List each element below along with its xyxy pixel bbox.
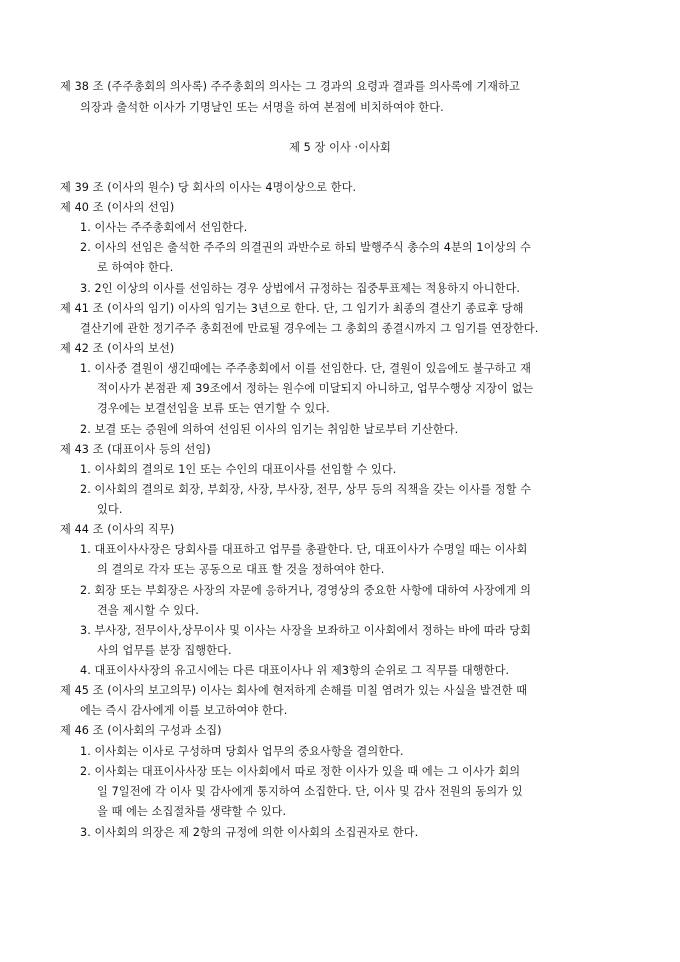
article-43-item-1: 1. 이사회의 결의로 1인 또는 수인의 대표이사를 선임할 수 있다. xyxy=(80,463,397,476)
article-42-item-2: 2. 보결 또는 증원에 의하여 선임된 이사의 임기는 취임한 날로부터 기산한다. xyxy=(80,423,459,436)
article-43-heading: 제 43 조 (대표이사 등의 선임) xyxy=(60,443,211,456)
article-45-line-1: 제 45 조 (이사의 보고의무) 이사는 회사에 현저하게 손해를 미칠 염려가 있는 사실을 발견한 때 xyxy=(60,684,528,697)
article-44-item-3-line-2: 사의 업무를 분장 집행한다. xyxy=(97,644,232,657)
article-40-item-2-line-1: 2. 이사의 선임은 출석한 주주의 의결권의 과반수로 하되 발행주식 총수의 4분의 1이상의 수 xyxy=(80,241,531,254)
article-39-line-1: 제 39 조 (이사의 원수) 당 회사의 이사는 4명이상으로 한다. xyxy=(60,181,357,194)
article-46-item-1: 1. 이사회는 이사로 구성하며 당회사 업무의 중요사항을 결의한다. xyxy=(80,745,404,758)
article-40-heading: 제 40 조 (이사의 선임) xyxy=(60,201,175,214)
article-44-item-1-line-1: 1. 대표이사사장은 당회사를 대표하고 업무를 총괄한다. 단, 대표이사가 수명일 때는 이사회 xyxy=(80,543,528,556)
article-41-line-2: 결산기에 관한 정기주주 총회전에 만료될 경우에는 그 총회의 종결시까지 그 임기를 연장한다. xyxy=(80,322,539,335)
article-46-heading: 제 46 조 (이사회의 구성과 소집) xyxy=(60,724,222,737)
article-44-item-4: 4. 대표이사사장의 유고시에는 다른 대표이사나 위 제3항의 순위로 그 직무를 대행한다. xyxy=(80,664,510,677)
article-42-heading: 제 42 조 (이사의 보선) xyxy=(60,342,175,355)
article-38-line-1: 제 38 조 (주주총회의 의사록) 주주총회의 의사는 그 경과의 요령과 결과를 의사록에 기재하고 xyxy=(60,80,520,93)
article-42-item-1-line-3: 경우에는 보결선임을 보류 또는 연기할 수 있다. xyxy=(97,402,330,415)
article-46-item-3: 3. 이사회의 의장은 제 2항의 규정에 의한 이사회의 소집권자로 한다. xyxy=(80,826,419,839)
article-43-item-2-line-1: 2. 이사회의 결의로 회장, 부회장, 사장, 부사장, 전무, 상무 등의 직책을 갖는 이사를 정할 수 xyxy=(80,483,532,496)
article-46-item-2-line-1: 2. 이사회는 대표이사사장 또는 이사회에서 따로 정한 이사가 있을 때 에는 그 이사가 회의 xyxy=(80,765,521,778)
article-43-item-2-line-2: 있다. xyxy=(97,503,123,516)
article-45-line-2: 에는 즉시 감사에게 이를 보고하여야 한다. xyxy=(80,704,288,717)
article-46-item-2-line-3: 을 때 에는 소집절차를 생략할 수 있다. xyxy=(97,805,287,818)
article-42-item-1-line-1: 1. 이사중 결원이 생긴때에는 주주총회에서 이를 선임한다. 단, 결원이 있음에도 불구하고 재 xyxy=(80,362,532,375)
article-44-item-1-line-2: 의 결의로 각자 또는 공동으로 대표 할 것을 정하여야 한다. xyxy=(97,563,385,576)
article-44-item-2-line-1: 2. 회장 또는 부회장은 사장의 자문에 응하거나, 경영상의 중요한 사항에 대하여 사장에게 의 xyxy=(80,584,532,597)
article-42-item-1-line-2: 적이사가 본점관 제 39조에서 정하는 원수에 미달되지 아니하고, 업무수행상 지장이 없는 xyxy=(97,382,534,395)
chapter-title: 제 5 장 이사 ·이사회 xyxy=(289,141,391,154)
article-44-item-3-line-1: 3. 부사장, 전무이사,상무이사 및 이사는 사장을 보좌하고 이사회에서 정하는 바에 따라 당회 xyxy=(80,624,532,637)
article-44-heading: 제 44 조 (이사의 직무) xyxy=(60,523,175,536)
article-41-line-1: 제 41 조 (이사의 임기) 이사의 임기는 3년으로 한다. 단, 그 임기가 최종의 결산기 종료후 당해 xyxy=(60,302,524,315)
article-46-item-2-line-2: 일 7일전에 각 이사 및 감사에게 통지하여 소집한다. 단, 이사 및 감사 전원의 동의가 있 xyxy=(97,785,523,798)
article-44-item-2-line-2: 견을 제시할 수 있다. xyxy=(97,604,199,617)
article-40-item-3: 3. 2인 이상의 이사를 선임하는 경우 상법에서 규정하는 집중투표제는 적용하지 아니한다. xyxy=(80,282,521,295)
article-40-item-2-line-2: 로 하여야 한다. xyxy=(97,261,174,274)
article-38-line-2: 의장과 출석한 이사가 기명날인 또는 서명을 하여 본점에 비치하여야 한다. xyxy=(80,101,444,114)
article-40-item-1: 1. 이사는 주주총회에서 선임한다. xyxy=(80,221,248,234)
